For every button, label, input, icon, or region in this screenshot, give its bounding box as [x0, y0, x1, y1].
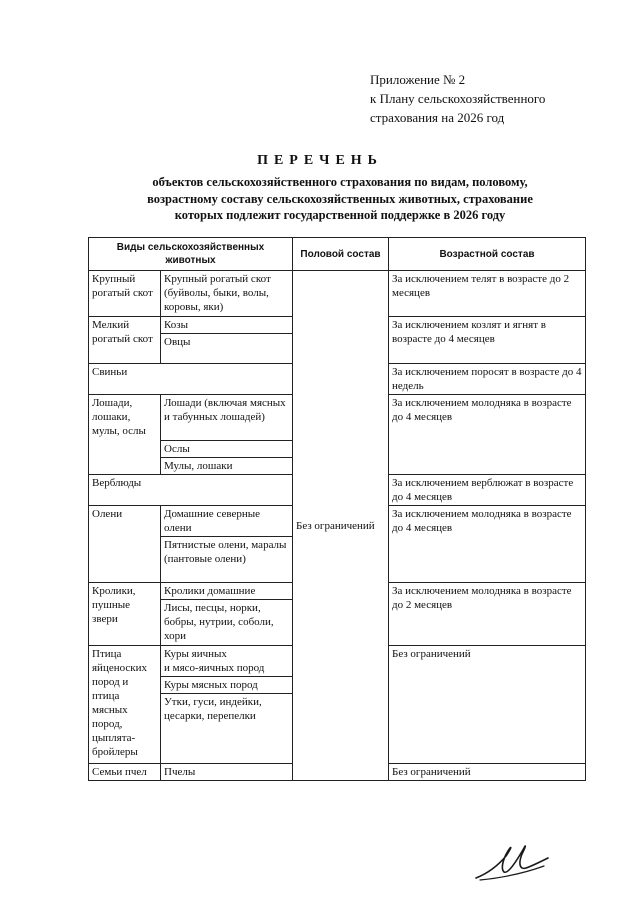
- type-goats: Козы: [161, 317, 293, 334]
- group-name-camels: Верблюды: [89, 475, 293, 506]
- type-fur-animals: Лисы, песцы, норки, бобры, нутрии, соболи, хори: [161, 600, 293, 646]
- group-name-cattle: Крупный рогатый скот: [89, 271, 161, 317]
- header-kinds: Виды сельскохозяйственных животных: [89, 238, 293, 271]
- group-name-rabbits: Кролики, пушные звери: [89, 583, 161, 646]
- type-spotted-deer: Пятнистые олени, маралы (пантовые олени): [161, 537, 293, 583]
- appendix-line-3: страхования на 2026 год: [370, 110, 505, 125]
- age-deer: За исключением молодняка в возрасте до 4 месяцев: [389, 506, 586, 583]
- sex-no-limits-cell: Без ограничений: [293, 271, 389, 781]
- type-mules: Мулы, лошаки: [161, 458, 293, 475]
- type-reindeer: Домашние северные олени: [161, 506, 293, 537]
- age-poultry: Без ограничений: [389, 646, 586, 764]
- type-meat-chickens: Куры мясных пород: [161, 677, 293, 694]
- header-age: Возрастной состав: [389, 238, 586, 271]
- animals-table: [88, 237, 586, 781]
- group-name-deer: Олени: [89, 506, 161, 583]
- group-name-pigs: Свиньи: [89, 364, 293, 395]
- document-subtitle: [100, 174, 580, 224]
- table-header-row: [89, 238, 586, 271]
- age-pigs: За исключением поросят в возрасте до 4 недель: [389, 364, 586, 395]
- subtitle-line-3: которых подлежит государственной поддержке в 2026 году: [174, 208, 506, 222]
- group-name-small: Мелкий рогатый скот: [89, 317, 161, 364]
- type-waterfowl: Утки, гуси, индейки, цесарки, перепелки: [161, 694, 293, 764]
- type-donkeys: Ослы: [161, 441, 293, 458]
- group-name-horses: Лошади, лошаки, мулы, ослы: [89, 395, 161, 475]
- age-rabbits: За исключением молодняка в возрасте до 2 месяцев: [389, 583, 586, 646]
- header-sex: Половой состав: [293, 238, 389, 271]
- document-title: ПЕРЕЧЕНЬ: [257, 153, 383, 168]
- subtitle-line-1: объектов сельскохозяйственного страхования по видам, половому,: [152, 175, 528, 189]
- appendix-line-1: Приложение № 2: [370, 72, 466, 87]
- type-egg-chickens: Куры яичных и мясо-яичных пород: [161, 646, 293, 677]
- age-cattle: За исключением телят в возрасте до 2 месяцев: [389, 271, 586, 317]
- appendix-block: [370, 70, 630, 127]
- group-name-bees: Семьи пчел: [89, 764, 161, 781]
- type-horses: Лошади (включая мясных и табунных лошадей): [161, 395, 293, 441]
- type-cattle: Крупный рогатый скот (буйволы, быки, волы, коровы, яки): [161, 271, 293, 317]
- age-camels: За исключением верблюжат в возрасте до 4 месяцев: [389, 475, 586, 506]
- group-name-poultry: Птица яйценоских пород и птица мясных пород, цыплята-бройлеры: [89, 646, 161, 764]
- signature-icon: [472, 838, 552, 886]
- age-small: За исключением козлят и ягнят в возрасте до 4 месяцев: [389, 317, 586, 364]
- age-bees: Без ограничений: [389, 764, 586, 781]
- subtitle-line-2: возрастному составу сельскохозяйственных животных, страхование: [147, 191, 533, 206]
- age-horses: За исключением молодняка в возрасте до 4 месяцев: [389, 395, 586, 475]
- appendix-line-2: к Плану сельскохозяйственного: [370, 91, 546, 106]
- type-sheep: Овцы: [161, 334, 293, 364]
- table-row: [89, 271, 586, 317]
- type-rabbits: Кролики домашние: [161, 583, 293, 600]
- type-bees: Пчелы: [161, 764, 293, 781]
